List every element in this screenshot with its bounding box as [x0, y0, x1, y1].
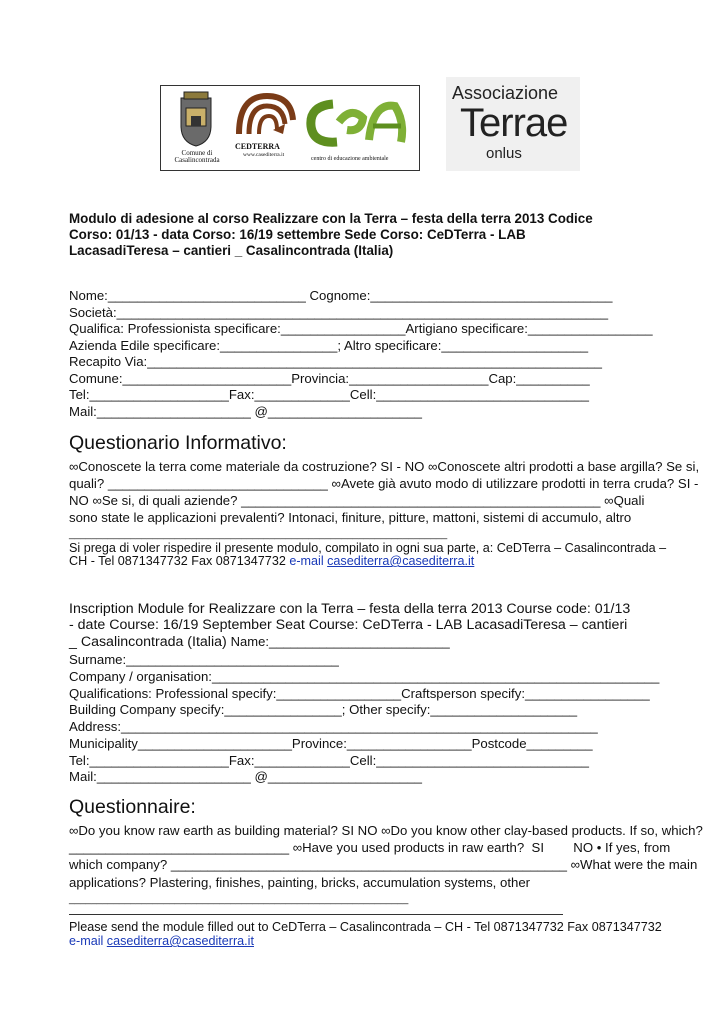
- cea-logo-icon: [303, 92, 415, 152]
- en-field-municipality[interactable]: Municipality_____________________Province:_________________Postcode_________: [69, 736, 593, 751]
- en-field-name[interactable]: Name:_________________________: [230, 634, 450, 649]
- cea-caption: centro di educazione ambientale: [311, 156, 389, 162]
- en-question-line: applications? Plastering, finishes, painting, bricks, accumulation systems, other: [69, 875, 531, 890]
- en-field-building-company[interactable]: Building Company specify:________________; Other specify:____________________: [69, 702, 578, 717]
- en-note-line: [69, 933, 254, 950]
- cedterra-name: CEDTERRA: [235, 142, 280, 151]
- it-question-line: ____________________________________________________________________: [69, 529, 448, 540]
- en-field-company[interactable]: Company / organisation:_____________________________________________________________: [69, 669, 660, 684]
- en-note-line: Please send the module filled out to CeDTerra – Casalincontrada – CH - Tel 0871347732 Fax 0871347732: [69, 920, 662, 934]
- en-field-address[interactable]: Address:_________________________________________________________________: [69, 719, 598, 734]
- it-questionnaire-heading: Questionario Informativo:: [69, 432, 287, 454]
- en-field-phone[interactable]: Tel:___________________Fax:_____________Cell:_____________________________: [69, 753, 589, 768]
- en-title-line: Inscription Module for Realizzare con la Terra – festa della terra 2013 Course code: 01/13: [69, 601, 631, 617]
- en-field-mail[interactable]: Mail:_____________________ @_____________________: [69, 769, 422, 784]
- en-field-surname[interactable]: Surname:_____________________________: [69, 652, 339, 667]
- it-title-line: LacasadiTeresa – cantieri _ Casalincontrada (Italia): [69, 243, 394, 258]
- it-field-phone[interactable]: Tel:___________________Fax:_____________Cell:_____________________________: [69, 387, 589, 402]
- en-title-line: - date Course: 16/19 September Seat Course: CeDTerra - LAB LacasadiTeresa – cantieri: [69, 617, 628, 633]
- assoc-line1: Associazione: [452, 83, 559, 103]
- en-email-label: e-mail: [69, 934, 107, 948]
- it-field-building-company[interactable]: Azienda Edile specificare:________________; Altro specificare:____________________: [69, 338, 589, 353]
- en-question-line: _____________________________________________________________: [69, 894, 409, 905]
- it-field-qualification[interactable]: Qualifica: Professionista specificare:_________________Artigiano specificare:_________________: [69, 321, 653, 336]
- en-questionnaire-heading: Questionnaire:: [69, 796, 196, 818]
- cedterra-url: www.casediterra.it: [243, 152, 285, 158]
- it-field-address[interactable]: Recapito Via:______________________________________________________________: [69, 354, 602, 369]
- en-email-link[interactable]: casediterra@casediterra.it: [106, 934, 254, 948]
- comune-caption: Comune di Casalincontrada: [174, 149, 220, 164]
- associazione-terrae-logo: [446, 77, 580, 171]
- it-field-mail[interactable]: Mail:_____________________ @_____________________: [69, 404, 422, 419]
- comune-coat-of-arms-icon: [171, 90, 221, 150]
- it-title-line: Modulo di adesione al corso Realizzare con la Terra – festa della terra 2013 Codice: [69, 211, 593, 226]
- it-email-label: e-mail: [289, 554, 328, 568]
- en-question-line: ______________________________ ∞Have you used products in raw earth? SI NO • If yes, from: [69, 840, 671, 855]
- it-note-line: Si prega di voler rispedire il presente modulo, compilato in ogni sua parte, a: CeDTerra – Casalincontrada –: [69, 541, 667, 555]
- it-field-company[interactable]: Società:___________________________________________________________________: [69, 305, 609, 320]
- en-title-line: [69, 633, 450, 651]
- divider: [69, 914, 563, 915]
- it-question-line: ∞Conoscete la terra come materiale da costruzione? SI - NO ∞Conoscete altri prodotti a base argilla? Se si,: [69, 459, 700, 474]
- en-field-qualifications[interactable]: Qualifications: Professional specify:_________________Craftsperson specify:_________________: [69, 686, 650, 701]
- it-note-phone: CH - Tel 0871347732 Fax 0871347732: [69, 554, 290, 568]
- it-question-line: quali? ______________________________ ∞Avete già avuto modo di utilizzare prodotti in terra cruda? SI -: [69, 476, 699, 491]
- en-question-line: ∞Do you know raw earth as building material? SI NO ∞Do you know other clay-based products. If so, which?: [69, 823, 703, 838]
- it-field-name[interactable]: Nome:___________________________ Cognome:_________________________________: [69, 288, 613, 303]
- it-question-line: sono state le applicazioni prevalenti? Intonaci, finiture, pitture, mattoni, sistemi di accumulo, altro: [69, 510, 632, 525]
- assoc-line2: Terrae: [460, 101, 568, 145]
- logos-banner: [160, 85, 420, 171]
- it-email-link[interactable]: casediterra@casediterra.it: [327, 554, 475, 568]
- en-title-place: _ Casalincontrada (Italia): [69, 634, 231, 650]
- it-title-line: Corso: 01/13 - data Corso: 16/19 settembre Sede Corso: CeDTerra - LAB: [69, 227, 526, 242]
- it-question-line: NO ∞Se si, di quali aziende? _________________________________________________ ∞Quali: [69, 493, 645, 508]
- it-title: [69, 211, 649, 259]
- it-note-line: [69, 553, 474, 570]
- assoc-line3: onlus: [486, 145, 522, 162]
- en-question-line: which company? ______________________________________________________ ∞What were the main: [69, 857, 698, 872]
- cedterra-logo-icon: [233, 90, 297, 142]
- it-field-municipality[interactable]: Comune:_______________________Provincia:___________________Cap:__________: [69, 371, 590, 386]
